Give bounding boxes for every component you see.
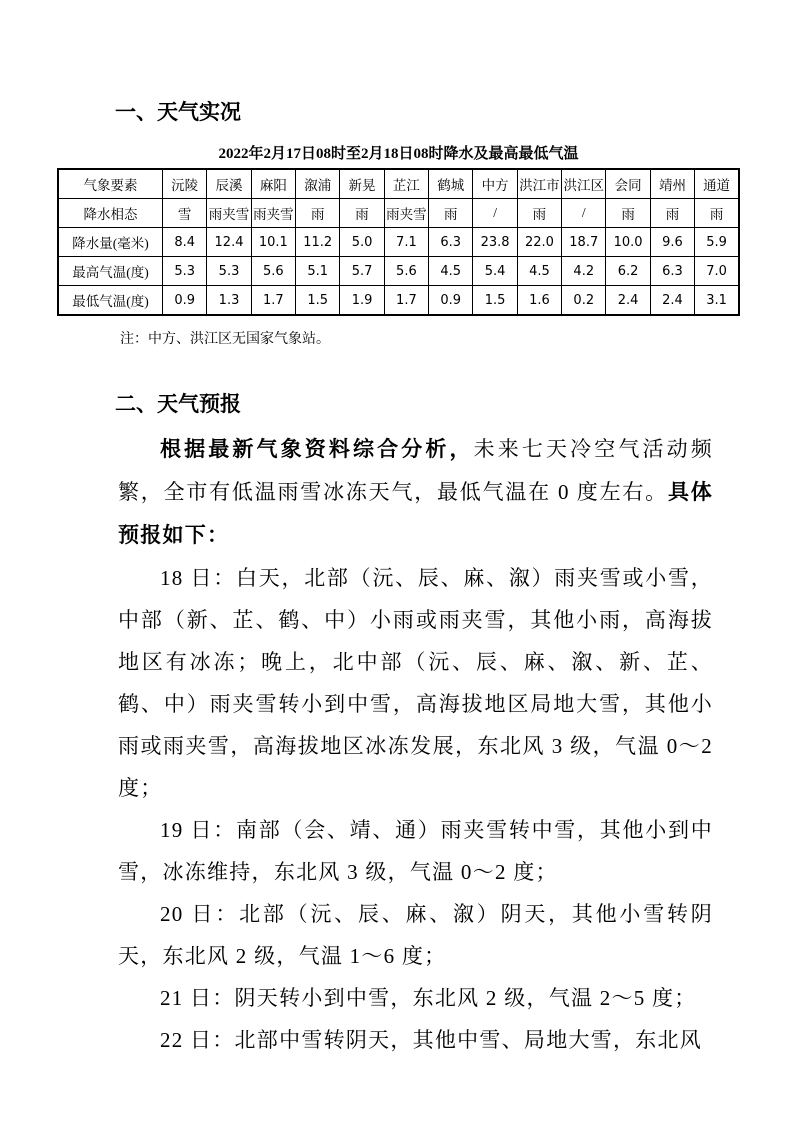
table-value-cell: 22.0	[517, 228, 561, 257]
table-value-cell: 9.6	[650, 228, 694, 257]
table-value-cell: 1.3	[207, 286, 251, 316]
forecast-paragraph: 20 日：北部（沅、辰、麻、溆）阴天，其他小雪转阴天，东北风 2 级，气温 1～6 度；	[118, 902, 713, 969]
table-station-header: 靖州	[650, 169, 694, 199]
table-row	[58, 199, 739, 228]
table-value-cell: 6.3	[650, 257, 694, 286]
table-value-cell: /	[473, 199, 517, 228]
section-1-heading: 一、天气实况	[115, 101, 241, 124]
table-corner-header: 气象要素	[58, 169, 163, 199]
table-value-cell: 5.1	[296, 257, 340, 286]
table-station-header: 洪江市	[517, 169, 561, 199]
table-value-cell: 18.7	[562, 228, 606, 257]
table-value-cell: 10.0	[606, 228, 650, 257]
table-value-cell: 6.3	[429, 228, 473, 257]
table-value-cell: 1.9	[340, 286, 384, 316]
table-value-cell: 1.5	[473, 286, 517, 316]
forecast-paragraph: 22 日：北部中雪转阴天，其他中雪、局地大雪，东北风	[160, 1028, 703, 1053]
table-header-row	[58, 169, 739, 199]
table-value-cell: 7.1	[384, 228, 428, 257]
table-station-header: 芷江	[384, 169, 428, 199]
intro-bold-lead: 根据最新气象资料综合分析，	[160, 438, 474, 462]
table-value-cell: 雨夹雪	[207, 199, 251, 228]
table-station-header: 通道	[695, 169, 739, 199]
table-value-cell: 5.3	[207, 257, 251, 286]
table-station-header: 溆浦	[296, 169, 340, 199]
table-value-cell: 雪	[163, 199, 207, 228]
table-value-cell: 5.0	[340, 228, 384, 257]
forecast-paragraph: 21 日：阴天转小到中雪，东北风 2 级，气温 2～5 度；	[160, 986, 697, 1011]
table-value-cell: 5.9	[695, 228, 739, 257]
table-station-header: 沅陵	[163, 169, 207, 199]
row-label: 最低气温(度)	[58, 286, 163, 316]
table-value-cell: 雨	[429, 199, 473, 228]
table-value-cell: 4.2	[562, 257, 606, 286]
table-row	[58, 286, 739, 316]
table-station-header: 中方	[473, 169, 517, 199]
table-value-cell: /	[562, 199, 606, 228]
table-value-cell: 雨	[340, 199, 384, 228]
table-value-cell: 雨夹雪	[384, 199, 428, 228]
table-value-cell: 12.4	[207, 228, 251, 257]
table-value-cell: 1.7	[384, 286, 428, 316]
table-value-cell: 5.3	[163, 257, 207, 286]
forecast-intro-paragraph	[118, 428, 713, 557]
table-station-header: 麻阳	[251, 169, 295, 199]
table-value-cell: 雨	[606, 199, 650, 228]
table-station-header: 洪江区	[562, 169, 606, 199]
table-value-cell: 1.5	[296, 286, 340, 316]
table-value-cell: 6.2	[606, 257, 650, 286]
row-label: 降水量(毫米)	[58, 228, 163, 257]
table-value-cell: 雨夹雪	[251, 199, 295, 228]
table-station-header: 鹤城	[429, 169, 473, 199]
row-label: 降水相态	[58, 199, 163, 228]
forecast-body	[118, 428, 713, 1061]
table-row	[58, 257, 739, 286]
table-value-cell: 23.8	[473, 228, 517, 257]
table-value-cell: 4.5	[429, 257, 473, 286]
table-value-cell: 1.7	[251, 286, 295, 316]
intro-bold-tail: 具体预报如下：	[118, 481, 713, 548]
table-station-header: 会同	[606, 169, 650, 199]
table-value-cell: 5.7	[340, 257, 384, 286]
table-row	[58, 228, 739, 257]
table-value-cell: 7.0	[695, 257, 739, 286]
section-2-heading: 二、天气预报	[115, 392, 241, 416]
table-note: 注：中方、洪江区无国家气象站。	[120, 332, 330, 348]
table-value-cell: 雨	[296, 199, 340, 228]
table-value-cell: 3.1	[695, 286, 739, 316]
table-value-cell: 雨	[517, 199, 561, 228]
table-station-header: 新晃	[340, 169, 384, 199]
table-value-cell: 雨	[650, 199, 694, 228]
table-value-cell: 4.5	[517, 257, 561, 286]
table-station-header: 辰溪	[207, 169, 251, 199]
table-value-cell: 2.4	[606, 286, 650, 316]
table-value-cell: 5.6	[251, 257, 295, 286]
table-value-cell: 5.6	[384, 257, 428, 286]
forecast-paragraph: 18 日：白天，北部（沅、辰、麻、溆）雨夹雪或小雪，中部（新、芷、鹤、中）小雨或雨夹雪，其他小雨，高海拔地区有冰冻；晚上，北中部（沅、辰、麻、溆、新、芷、鹤、中）雨夹雪转小到中雪，高海拔地区局地大雪，其他小雨或雨夹雪，高海拔地区冰冻发展，东北风 3 级，气温 0～2 度；	[118, 566, 713, 801]
table-value-cell: 0.9	[429, 286, 473, 316]
table-value-cell: 2.4	[650, 286, 694, 316]
table-value-cell: 10.1	[251, 228, 295, 257]
table-value-cell: 1.6	[517, 286, 561, 316]
table-value-cell: 0.2	[562, 286, 606, 316]
table-value-cell: 雨	[695, 199, 739, 228]
weather-table-title: 2022年2月17日08时至2月18日08时降水及最高最低气温	[218, 146, 579, 163]
weather-observation-table	[57, 168, 740, 316]
intro-regular-text: 未来七天冷空气活动频繁，全市有低温雨雪冰冻天气，最低气温在 0 度左右。	[118, 437, 713, 505]
table-value-cell: 11.2	[296, 228, 340, 257]
table-value-cell: 8.4	[163, 228, 207, 257]
table-value-cell: 5.4	[473, 257, 517, 286]
row-label: 最高气温(度)	[58, 257, 163, 286]
forecast-paragraph: 19 日：南部（会、靖、通）雨夹雪转中雪，其他小到中雪，冰冻维持，东北风 3 级，气温 0～2 度；	[118, 818, 713, 885]
table-value-cell: 0.9	[163, 286, 207, 316]
forecast-paragraph-list	[118, 557, 713, 1061]
